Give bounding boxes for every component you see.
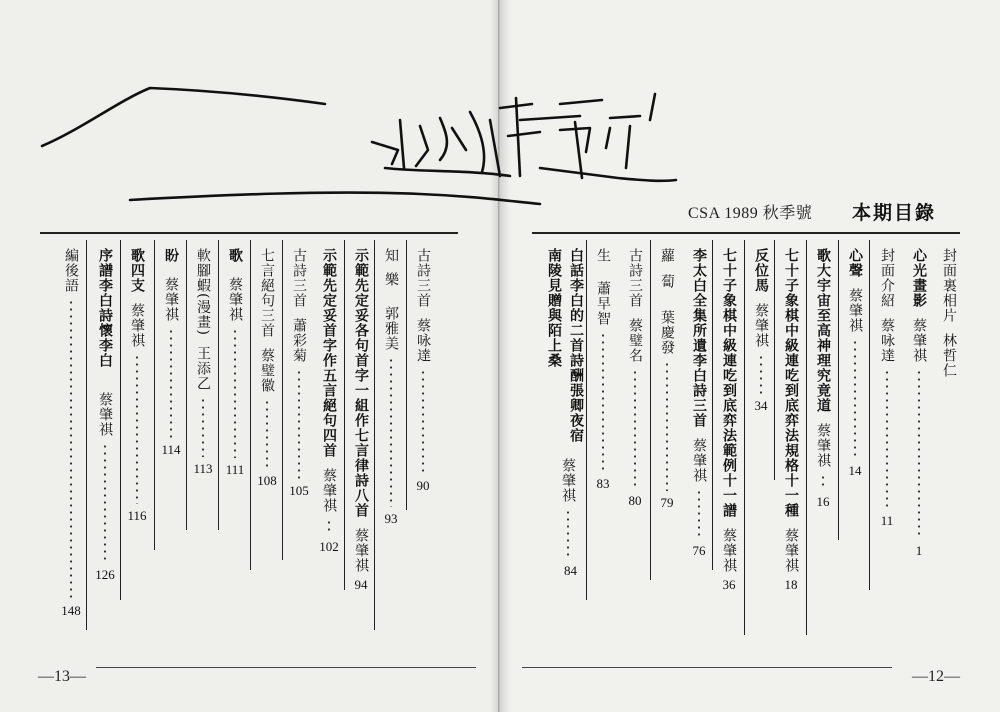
column-divider — [282, 240, 283, 560]
toc-entry[interactable] — [350, 248, 372, 593]
toc-entry-author: 蔡肇祺 — [321, 468, 337, 513]
toc-entry[interactable] — [876, 248, 898, 529]
toc-entry-title: 盼 — [163, 248, 179, 263]
toc-entry-author: 蕭彩菊 — [291, 318, 307, 363]
leader-dots — [234, 328, 236, 458]
column-divider — [250, 240, 251, 570]
column-divider — [154, 240, 155, 550]
right-footer-rule — [522, 667, 892, 668]
toc-entry-title: 歌四支 — [129, 248, 145, 293]
toc-entry-page: 14 — [848, 463, 862, 478]
toc-entry[interactable] — [192, 248, 214, 477]
toc-entry-title: 古詩三首 — [291, 248, 307, 308]
toc-entry-title: 七言絕句三首 — [259, 248, 275, 338]
column-divider — [218, 240, 219, 530]
leader-dots — [822, 474, 824, 490]
toc-entry-title: 封面介紹 — [879, 248, 895, 308]
column-divider — [120, 240, 121, 600]
toc-entry[interactable] — [656, 248, 678, 511]
toc-entry-title: 古詩三首 — [415, 248, 431, 308]
leader-dots — [298, 369, 300, 479]
toc-entry[interactable] — [224, 248, 246, 478]
right-page-number: —12— — [912, 668, 960, 685]
left-page-number: —13— — [38, 668, 86, 685]
toc-entry-title: 歌 — [227, 248, 243, 263]
toc-entry-title: 心光畫影 — [911, 248, 927, 308]
toc-entry-title: 古詩三首 — [627, 248, 643, 308]
toc-entry-title: 序譜李白詩懷李白 — [97, 248, 113, 368]
toc-entry-page: 116 — [127, 508, 147, 523]
toc-entry[interactable] — [812, 248, 834, 510]
toc-entry[interactable] — [908, 248, 930, 559]
left-header-rule — [40, 232, 458, 234]
leader-dots — [390, 357, 392, 507]
leader-dots — [136, 354, 138, 504]
issue-label: CSA 1989 秋季號 — [688, 205, 813, 222]
toc-entry-title: 生 — [595, 248, 611, 263]
column-divider — [869, 240, 870, 590]
toc-entry-page: 83 — [596, 476, 610, 491]
toc-entry[interactable] — [380, 248, 402, 527]
toc-entry-author: 蔡肇祺 — [783, 528, 799, 573]
toc-entry-page: 111 — [225, 462, 245, 477]
toc-entry-author: 蔡肇祺 — [227, 277, 243, 322]
leader-dots — [886, 369, 888, 509]
toc-entry-page: 108 — [257, 473, 277, 488]
toc-entry-page: 93 — [384, 511, 398, 526]
toc-entry[interactable] — [780, 248, 802, 593]
toc-entry[interactable] — [688, 248, 710, 559]
toc-entry-page: 148 — [61, 603, 81, 618]
toc-entry-title: 知樂 — [383, 248, 399, 296]
leader-dots — [170, 328, 172, 438]
leader-dots — [70, 299, 72, 599]
leader-dots — [202, 397, 204, 457]
toc-entry-page: 102 — [319, 539, 339, 554]
toc-entry-title: 李太白全集所遺李白詩三首 — [691, 248, 707, 428]
toc-entry-page: 76 — [692, 543, 706, 558]
toc-entry-page: 113 — [193, 460, 213, 476]
column-divider — [774, 240, 775, 480]
toc-title: 本期目錄 — [852, 202, 937, 224]
toc-entry[interactable] — [412, 248, 434, 494]
leader-dots — [634, 369, 636, 489]
toc-entry[interactable] — [60, 248, 82, 619]
toc-entry-page: 84 — [564, 563, 577, 578]
toc-entry[interactable] — [592, 248, 614, 492]
toc-entry-page: 90 — [416, 478, 430, 493]
toc-entry[interactable] — [160, 248, 182, 458]
toc-entry-page: 36 — [722, 577, 736, 592]
toc-entry-title: 歌大宇宙至高神理究竟道 — [815, 248, 831, 413]
toc-entry-page: 34 — [754, 398, 768, 413]
leader-dots — [760, 354, 762, 394]
toc-entry-title: 七十子象棋中級連吃到底弈法規格十一種 — [783, 248, 799, 518]
toc-entry-page: 126 — [95, 567, 115, 582]
leader-dots — [854, 339, 856, 459]
toc-entry-page: 79 — [660, 495, 674, 510]
toc-entry-title: 白話李白的二首詩酬張卿夜宿南陵見贈與陌上桑 — [546, 248, 584, 443]
toc-entry-author: 蔡肇祺 — [691, 438, 707, 483]
toc-entry[interactable] — [318, 248, 340, 555]
toc-entry[interactable] — [288, 248, 310, 499]
toc-entry-author: 郭雅美 — [383, 306, 399, 351]
toc-entry-title: 軟腳蝦(漫畫) — [195, 248, 211, 336]
toc-entry-title: 蘿蔔 — [659, 248, 675, 300]
toc-entry-title: 示範先定妥首字作五言絕句四首 — [321, 248, 337, 458]
leader-dots — [698, 489, 700, 539]
toc-entry-author: 蔡肇祺 — [815, 423, 831, 468]
toc-entry[interactable] — [750, 248, 772, 414]
book-gutter — [490, 0, 510, 712]
toc-entry-title: 示範先定妥各句首字一組作七言律詩八首 — [353, 248, 369, 518]
column-divider — [86, 240, 87, 630]
toc-entry-author: 蔡肇祺 — [721, 528, 737, 573]
toc-entry-page: 16 — [816, 494, 830, 509]
toc-entry-page: 114 — [161, 442, 181, 457]
toc-entry-author: 蔡璧徽 — [259, 348, 275, 393]
toc-entry-author: 蔡肇祺 — [129, 303, 145, 348]
toc-entry[interactable] — [844, 248, 866, 479]
toc-entry-page: 80 — [628, 493, 642, 508]
toc-entry[interactable] — [256, 248, 278, 489]
toc-entry[interactable] — [545, 248, 587, 579]
column-divider — [650, 240, 651, 580]
toc-entry-page: 1 — [915, 543, 923, 558]
toc-entry-title: 心聲 — [847, 248, 863, 278]
leader-dots — [422, 369, 424, 474]
toc-entry-author: 蔡肇祺 — [353, 528, 369, 573]
leader-dots — [918, 369, 920, 539]
toc-entry-page: 18 — [784, 577, 798, 592]
toc-entry-author: 蔡肇祺 — [163, 277, 179, 322]
column-divider — [374, 240, 375, 630]
toc-entry-author: 蔡肇祺 — [753, 303, 769, 348]
toc-entry[interactable] — [94, 248, 116, 583]
toc-entry-title: 七十子象棋中級連吃到底弈法範例十一譜 — [721, 248, 737, 518]
column-divider — [712, 240, 713, 570]
right-header-rule — [532, 232, 960, 234]
leader-dots — [666, 361, 668, 491]
toc-entry[interactable] — [938, 248, 960, 378]
leader-dots — [104, 443, 106, 563]
column-divider — [806, 240, 807, 635]
leader-dots — [602, 332, 604, 472]
toc-entry-author: 蔡肇祺 — [847, 288, 863, 333]
left-footer-rule — [96, 667, 476, 668]
leader-dots — [266, 399, 268, 469]
toc-entry[interactable] — [126, 248, 148, 524]
toc-entry-author: 蕭早智 — [595, 281, 611, 326]
toc-entry[interactable] — [718, 248, 740, 593]
toc-entry-title: 反位馬 — [753, 248, 769, 293]
toc-entry-page: 105 — [289, 483, 309, 498]
toc-entry-author: 林哲仁 — [941, 333, 957, 378]
column-divider — [344, 240, 345, 590]
column-divider — [744, 240, 745, 635]
toc-entry-author: 王添乙 — [195, 345, 211, 391]
toc-entry-title: 編後語 — [63, 248, 79, 293]
toc-entry-author: 蔡肇祺 — [911, 318, 927, 363]
leader-dots — [328, 519, 330, 535]
toc-entry-page: 94 — [354, 577, 368, 592]
toc-entry-author: 蔡肇祺 — [560, 458, 576, 503]
toc-entry-page: 11 — [880, 513, 894, 528]
toc-entry-author: 蔡咏達 — [879, 318, 895, 363]
column-divider — [186, 240, 187, 530]
column-divider — [838, 240, 839, 540]
toc-entry-author: 蔡咏達 — [415, 318, 431, 363]
toc-entry-author: 葉慶發 — [659, 310, 675, 355]
toc-entry-title: 封面裏相片 — [941, 248, 957, 323]
toc-entry-author: 蔡璧名 — [627, 318, 643, 363]
column-divider — [406, 240, 407, 510]
toc-entry[interactable] — [624, 248, 646, 509]
leader-dots — [567, 509, 569, 559]
toc-entry-author: 蔡肇祺 — [97, 392, 113, 437]
